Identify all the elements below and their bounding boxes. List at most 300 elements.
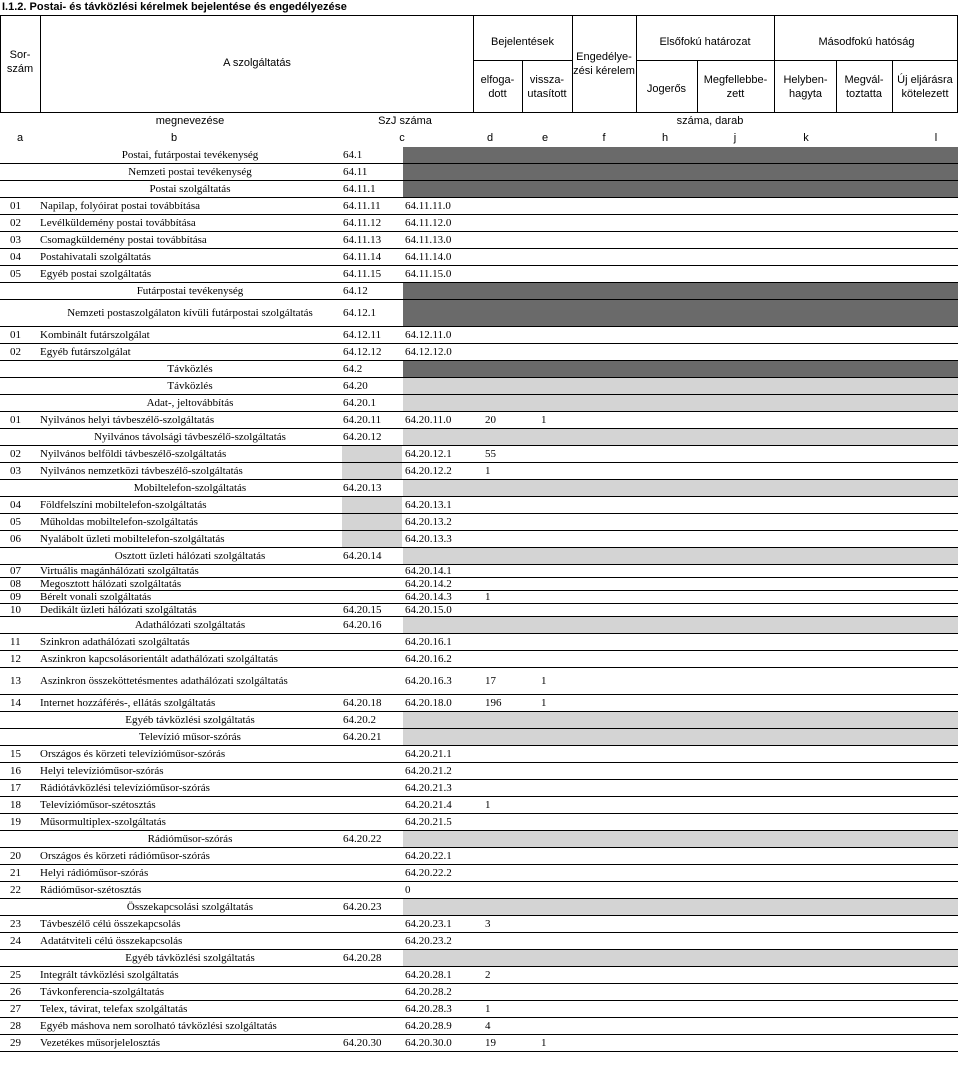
value-elfogadott: 1: [485, 465, 491, 477]
row-number: 16: [10, 765, 21, 777]
table-row: [0, 565, 958, 578]
service-name: Televízió műsor-szórás: [139, 731, 241, 743]
service-name: Levélküldemény postai továbbítása: [40, 217, 196, 229]
service-code: 64.20.12.2: [405, 465, 452, 477]
service-code: [405, 548, 475, 564]
value-visszautasitott: [541, 984, 571, 1000]
szj-code: 64.20.12: [343, 431, 382, 443]
value-elfogadott: [485, 266, 521, 282]
service-name: Postai, futárpostai tevékenység: [121, 149, 259, 161]
service-name: Megosztott hálózati szolgáltatás: [40, 578, 182, 590]
value-visszautasitott: [541, 548, 571, 564]
service-code: 64.20.13.2: [405, 516, 452, 528]
service-name: Nyilvános belföldi távbeszélő-szolgáltatás: [40, 448, 227, 460]
service-code: 64.20.30.0: [405, 1037, 452, 1049]
column-letter: a: [16, 132, 24, 144]
value-elfogadott: [485, 395, 521, 411]
service-code: 64.20.28.9: [405, 1020, 452, 1032]
service-name: Nemzeti postai tevékenység: [128, 166, 252, 178]
table-row: [0, 181, 958, 198]
szj-code: [343, 668, 403, 694]
value-visszautasitott: [541, 446, 571, 462]
row-number: 27: [10, 1003, 21, 1015]
table-row: [0, 327, 958, 344]
service-code: [405, 899, 475, 915]
value-elfogadott: [485, 865, 521, 881]
value-elfogadott: [485, 531, 521, 547]
value-visszautasitott: [541, 746, 571, 762]
service-code: 64.20.16.2: [405, 653, 452, 665]
value-elfogadott: [485, 729, 521, 745]
table-row: [0, 497, 958, 514]
service-name: Nyilvános helyi távbeszélő-szolgáltatás: [40, 414, 215, 426]
table-row: [0, 695, 958, 712]
szj-code: [343, 463, 403, 479]
row-number: 01: [10, 200, 21, 212]
value-visszautasitott: [541, 578, 571, 590]
szj-code: [343, 933, 403, 949]
value-visszautasitott: [541, 463, 571, 479]
row-number: 29: [10, 1037, 21, 1049]
szj-code: 64.11.11: [343, 200, 381, 212]
header-elsofoku-hatarozat: Elsőfokú határozat: [659, 36, 751, 48]
service-name: Csomagküldemény postai továbbítása: [40, 234, 207, 246]
service-name: Osztott üzleti hálózati szolgáltatás: [114, 550, 266, 562]
table-row: [0, 814, 958, 831]
table-row: [0, 1035, 958, 1052]
header-engedelyezesi-line1: Engedélye-: [576, 51, 632, 63]
value-visszautasitott: [541, 617, 571, 633]
szj-code: 64.20.28: [343, 952, 382, 964]
table-row: [0, 578, 958, 591]
szj-code: 64.11.14: [343, 251, 382, 263]
table-row: [0, 933, 958, 950]
header-megvaltoztatta-line2: toztatta: [845, 88, 883, 100]
value-elfogadott: [485, 514, 521, 530]
table-row: [0, 147, 958, 164]
service-name: Egyéb máshova nem sorolható távközlési szolgáltatás: [40, 1020, 277, 1032]
service-name: Összekapcsolási szolgáltatás: [126, 901, 254, 913]
service-name: Műsormultiplex-szolgáltatás: [40, 816, 166, 828]
header-visszautasitott-line2: utasított: [527, 88, 567, 100]
table-row: [0, 412, 958, 429]
value-visszautasitott: [541, 198, 571, 214]
table-row: [0, 514, 958, 531]
header-masodfoku-hatosag: Másodfokú hatóság: [818, 36, 915, 48]
row-number: 20: [10, 850, 21, 862]
table-row: [0, 967, 958, 984]
service-name: Távbeszélő célú összekapcsolás: [40, 918, 181, 930]
header-szama-darab: száma, darab: [676, 115, 744, 127]
value-elfogadott: [485, 578, 521, 590]
value-elfogadott: [485, 378, 521, 394]
value-visszautasitott: [541, 634, 571, 650]
row-number: 22: [10, 884, 21, 896]
value-elfogadott: [485, 848, 521, 864]
service-name: Szinkron adathálózati szolgáltatás: [40, 636, 190, 648]
szj-code: 64.11.13: [343, 234, 382, 246]
szj-code: 64.1: [343, 149, 363, 161]
service-name: Nyilvános nemzetközi távbeszélő-szolgáltatás: [40, 465, 243, 477]
service-name: Rádióműsor-szórás: [147, 833, 233, 845]
szj-code: [343, 916, 403, 932]
service-code: 64.12.12.0: [405, 346, 452, 358]
table-row: [0, 746, 958, 763]
table-row: [0, 378, 958, 395]
value-elfogadott: [485, 361, 521, 377]
value-elfogadott: [485, 164, 521, 180]
value-elfogadott: 4: [485, 1020, 491, 1032]
value-visszautasitott: [541, 232, 571, 248]
value-visszautasitott: [541, 378, 571, 394]
service-code: 64.11.12.0: [405, 217, 452, 229]
value-visszautasitott: [541, 729, 571, 745]
value-visszautasitott: [541, 429, 571, 445]
row-number: 04: [10, 499, 21, 511]
service-code: 64.20.13.3: [405, 533, 452, 545]
header-helybenhagyta-line1: Helyben-: [783, 74, 828, 86]
service-code: [405, 378, 475, 394]
row-number: 02: [10, 217, 21, 229]
service-name: Nyalábolt üzleti mobiltelefon-szolgáltatás: [40, 533, 225, 545]
service-code: 64.20.28.1: [405, 969, 452, 981]
table-row: [0, 729, 958, 746]
value-visszautasitott: [541, 514, 571, 530]
value-elfogadott: [485, 300, 521, 326]
szj-code: 64.12.12: [343, 346, 382, 358]
value-elfogadott: [485, 763, 521, 779]
szj-code: [343, 565, 403, 577]
service-name: Egyéb távközlési szolgáltatás: [125, 714, 255, 726]
row-number: 23: [10, 918, 21, 930]
table-row: [0, 797, 958, 814]
row-number: 19: [10, 816, 21, 828]
szj-code: 64.11.1: [343, 183, 376, 195]
header-elfogadott-line2: dott: [488, 88, 507, 100]
szj-code: [343, 531, 403, 547]
table-row: [0, 848, 958, 865]
table-row: [0, 266, 958, 283]
szj-code: 64.20.23: [343, 901, 382, 913]
row-number: 17: [10, 782, 21, 794]
table-row: [0, 198, 958, 215]
value-visszautasitott: [541, 497, 571, 513]
service-code: [405, 617, 475, 633]
szj-code: [343, 967, 403, 983]
szj-code: 64.12: [343, 285, 368, 297]
value-visszautasitott: [541, 344, 571, 360]
service-code: 64.20.14.2: [405, 578, 452, 590]
table-row: [0, 950, 958, 967]
szj-code: [343, 514, 403, 530]
value-visszautasitott: [541, 1018, 571, 1034]
table-row: [0, 882, 958, 899]
value-visszautasitott: [541, 531, 571, 547]
service-code: 64.11.13.0: [405, 234, 452, 246]
service-name: Dedikált üzleti hálózati szolgáltatás: [40, 604, 197, 616]
service-code: 64.20.28.2: [405, 986, 452, 998]
service-name: Vezetékes műsorjelelosztás: [40, 1037, 161, 1049]
service-name: Kombinált futárszolgálat: [40, 329, 150, 341]
service-code: [405, 480, 475, 496]
value-elfogadott: [485, 933, 521, 949]
service-name: Egyéb távközlési szolgáltatás: [125, 952, 255, 964]
value-elfogadott: [485, 604, 521, 616]
szj-code: 64.20.21: [343, 731, 382, 743]
table-row: [0, 300, 958, 327]
service-code: 64.20.21.3: [405, 782, 452, 794]
service-name: Postai szolgáltatás: [149, 183, 231, 195]
service-code: [405, 395, 475, 411]
table-row: [0, 361, 958, 378]
value-visszautasitott: [541, 848, 571, 864]
service-code: [405, 283, 475, 299]
header-megfellebbezett-line1: Megfellebbe-: [703, 74, 768, 86]
value-visszautasitott: [541, 950, 571, 966]
row-number: 05: [10, 516, 21, 528]
value-visszautasitott: [541, 712, 571, 728]
value-visszautasitott: [541, 763, 571, 779]
service-code: 64.20.28.3: [405, 1003, 452, 1015]
szj-code: [343, 446, 403, 462]
value-visszautasitott: [541, 266, 571, 282]
value-elfogadott: [485, 198, 521, 214]
value-visszautasitott: [541, 164, 571, 180]
column-letter: k: [803, 132, 809, 144]
service-name: Napilap, folyóirat postai továbbítása: [40, 200, 201, 212]
service-name: Rádióműsor-szétosztás: [40, 884, 142, 896]
service-code: 64.20.21.5: [405, 816, 452, 828]
row-number: 14: [10, 697, 21, 709]
service-code: 64.11.15.0: [405, 268, 452, 280]
value-visszautasitott: [541, 181, 571, 197]
szj-code: 64.20.13: [343, 482, 382, 494]
row-number: 01: [10, 329, 21, 341]
value-elfogadott: 2: [485, 969, 491, 981]
szj-code: [343, 1018, 403, 1034]
service-code: 64.20.21.1: [405, 748, 452, 760]
row-number: 02: [10, 448, 21, 460]
service-name: Országos és körzeti televízióműsor-szórás: [40, 748, 226, 760]
table-row: [0, 831, 958, 848]
header-jogeros: Jogerős: [646, 83, 687, 95]
service-name: Helyi televízióműsor-szórás: [40, 765, 164, 777]
table-row: [0, 634, 958, 651]
row-number: 12: [10, 653, 21, 665]
table-row: [0, 480, 958, 497]
service-code: 64.20.16.3: [405, 675, 452, 687]
value-visszautasitott: [541, 651, 571, 667]
service-name: Nemzeti postaszolgálaton kívüli futárpostai szolgáltatás: [67, 307, 313, 319]
column-letter: e: [541, 132, 549, 144]
header-szolgaltatas: A szolgáltatás: [223, 57, 291, 69]
value-elfogadott: [485, 831, 521, 847]
szj-code: 64.11.12: [343, 217, 382, 229]
value-visszautasitott: [541, 967, 571, 983]
value-elfogadott: [485, 147, 521, 163]
header-bejelentesek: Bejelentések: [491, 36, 554, 48]
szj-code: [343, 848, 403, 864]
service-name: Aszinkron összeköttetésmentes adathálózati szolgáltatás: [40, 675, 288, 687]
value-elfogadott: [485, 327, 521, 343]
table-row: [0, 712, 958, 729]
service-name: Adathálózati szolgáltatás: [134, 619, 246, 631]
szj-code: 64.20.2: [343, 714, 376, 726]
value-visszautasitott: [541, 933, 571, 949]
row-number: 07: [10, 565, 21, 577]
value-elfogadott: [485, 651, 521, 667]
service-code: 64.20.22.1: [405, 850, 452, 862]
table-row: [0, 446, 958, 463]
service-code: 64.11.14.0: [405, 251, 452, 263]
row-number: 15: [10, 748, 21, 760]
header-sorszam-line2: szám: [6, 63, 34, 75]
service-name: Postahivatali szolgáltatás: [40, 251, 151, 263]
column-letter: d: [486, 132, 494, 144]
service-name: Virtuális magánhálózati szolgáltatás: [40, 565, 199, 577]
szj-code: 64.2: [343, 363, 363, 375]
table-row: [0, 604, 958, 617]
value-elfogadott: [485, 634, 521, 650]
value-elfogadott: [485, 232, 521, 248]
row-number: 21: [10, 867, 21, 879]
service-name: Távközlés: [167, 363, 213, 375]
value-elfogadott: 19: [485, 1037, 496, 1049]
value-elfogadott: 55: [485, 448, 496, 460]
row-number: 10: [10, 604, 21, 616]
service-name: Egyéb futárszolgálat: [40, 346, 131, 358]
table-row: [0, 651, 958, 668]
szj-code: [343, 763, 403, 779]
szj-code: [343, 984, 403, 1000]
szj-code: 64.20.18: [343, 697, 382, 709]
column-letter: c: [399, 132, 405, 144]
value-visszautasitott: [541, 591, 571, 603]
table-row: [0, 215, 958, 232]
service-name: Bérelt vonali szolgáltatás: [40, 591, 152, 603]
table-row: [0, 344, 958, 361]
row-number: 24: [10, 935, 21, 947]
service-name: Helyi rádióműsor-szórás: [40, 867, 149, 879]
row-number: 05: [10, 268, 21, 280]
value-elfogadott: [485, 249, 521, 265]
value-visszautasitott: [541, 882, 571, 898]
header-elfogadott-line1: elfoga-: [480, 74, 515, 86]
szj-code: [343, 882, 403, 898]
header-megvaltoztatta-line1: Megvál-: [844, 74, 884, 86]
value-elfogadott: [485, 480, 521, 496]
header-engedelyezesi-line2: zési kérelem: [573, 65, 635, 77]
value-visszautasitott: [541, 780, 571, 796]
table-row: [0, 232, 958, 249]
column-letter: h: [661, 132, 669, 144]
service-name: Távkonferencia-szolgáltatás: [40, 986, 164, 998]
page-title: I.1.2. Postai- és távközlési kérelmek bejelentése és engedélyezése: [2, 1, 347, 13]
service-code: 64.20.16.1: [405, 636, 452, 648]
value-elfogadott: [485, 565, 521, 577]
value-visszautasitott: [541, 865, 571, 881]
row-number: 02: [10, 346, 21, 358]
column-letter: f: [602, 132, 606, 144]
column-letter: l: [934, 132, 938, 144]
szj-code: [343, 865, 403, 881]
table-row: [0, 164, 958, 181]
value-elfogadott: [485, 617, 521, 633]
value-elfogadott: 196: [485, 697, 502, 709]
column-letter: b: [170, 132, 178, 144]
value-elfogadott: [485, 814, 521, 830]
service-code: 64.20.15.0: [405, 604, 452, 616]
service-code: 64.20.21.2: [405, 765, 452, 777]
table-row: [0, 1001, 958, 1018]
value-elfogadott: [485, 746, 521, 762]
value-elfogadott: [485, 344, 521, 360]
value-elfogadott: [485, 215, 521, 231]
szj-code: 64.20.15: [343, 604, 382, 616]
table-row: [0, 463, 958, 480]
value-visszautasitott: [541, 395, 571, 411]
value-elfogadott: [485, 984, 521, 1000]
table-row: [0, 1018, 958, 1035]
value-visszautasitott: [541, 215, 571, 231]
value-visszautasitott: [541, 361, 571, 377]
service-code: [405, 831, 475, 847]
service-name: Egyéb postai szolgáltatás: [40, 268, 152, 280]
service-code: 64.20.21.4: [405, 799, 452, 811]
table-row: [0, 899, 958, 916]
szj-code: [343, 797, 403, 813]
szj-code: 64.20.16: [343, 619, 382, 631]
table-row: [0, 531, 958, 548]
service-name: Földfelszíni mobiltelefon-szolgáltatás: [40, 499, 207, 511]
value-visszautasitott: [541, 899, 571, 915]
szj-code: [343, 651, 403, 667]
value-visszautasitott: [541, 565, 571, 577]
service-code: 64.20.14.3: [405, 591, 452, 603]
row-number: 09: [10, 591, 21, 603]
service-code: 64.20.23.1: [405, 918, 452, 930]
szj-code: [343, 814, 403, 830]
szj-code: 64.20: [343, 380, 368, 392]
szj-code: 64.20.22: [343, 833, 382, 845]
row-number: 13: [10, 675, 21, 687]
service-code: 64.20.13.1: [405, 499, 452, 511]
value-elfogadott: [485, 548, 521, 564]
szj-code: 64.12.1: [343, 307, 376, 319]
service-name: Mobiltelefon-szolgáltatás: [133, 482, 247, 494]
szj-code: [343, 591, 403, 603]
header-visszautasitott-line1: vissza-: [529, 74, 565, 86]
value-visszautasitott: [541, 480, 571, 496]
value-visszautasitott: [541, 814, 571, 830]
value-visszautasitott: [541, 604, 571, 616]
value-elfogadott: 1: [485, 1003, 491, 1015]
row-number: 04: [10, 251, 21, 263]
value-visszautasitott: [541, 916, 571, 932]
szj-code: [343, 1001, 403, 1017]
value-elfogadott: 1: [485, 591, 491, 603]
szj-code: 64.11: [343, 166, 368, 178]
header-uj-eljarasra-line2: kötelezett: [901, 88, 949, 100]
value-visszautasitott: 1: [541, 675, 547, 687]
table-row: [0, 668, 958, 695]
service-code: 64.20.12.1: [405, 448, 452, 460]
service-code: [405, 950, 475, 966]
service-name: Adat-, jeltovábbítás: [146, 397, 234, 409]
value-visszautasitott: [541, 283, 571, 299]
service-code: 64.20.23.2: [405, 935, 452, 947]
value-elfogadott: [485, 882, 521, 898]
